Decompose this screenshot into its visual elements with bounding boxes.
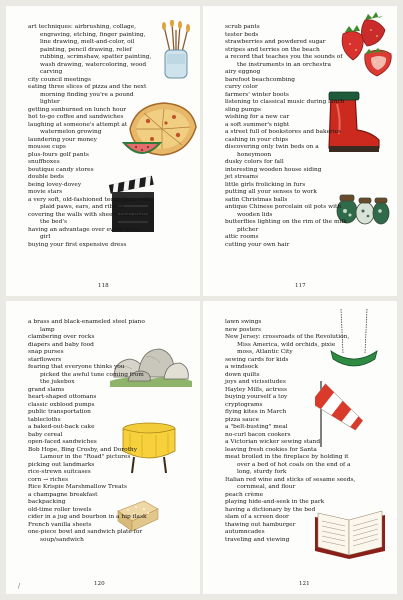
text-line: attic rooms: [225, 234, 259, 240]
text-line: joys and vicissitudes: [225, 379, 286, 385]
page-text: [225, 319, 355, 544]
text-line: cornmeal, and flour: [237, 484, 296, 490]
text-line: discovering only twin beds on a: [225, 144, 319, 150]
text-line: moss, Atlantic City: [237, 349, 293, 355]
text-line: peach crème: [225, 491, 264, 498]
text-line: hot to-go coffee and sandwiches: [28, 114, 124, 120]
text-line: Miss America, wild orchids, pixie: [237, 341, 336, 348]
text-line: down quilts: [225, 371, 260, 378]
text-line: wishing for a new car: [225, 114, 290, 120]
text-line: clambering over rocks: [28, 334, 95, 340]
brushes-in-jar-icon: [156, 20, 196, 82]
text-line: cutting your own hair: [225, 241, 290, 248]
corner-mark: /: [18, 583, 21, 590]
text-line: strawberries and powdered sugar: [225, 39, 326, 45]
text-line: antique Chinese porcelain oil pots with: [225, 204, 342, 210]
text-line: New Jersey: crossroads of the Revolution,: [225, 334, 350, 340]
page-number: 118: [98, 283, 109, 289]
text-line: baby cereal: [28, 431, 63, 438]
text-line: interesting wooden house siding: [225, 166, 322, 173]
text-line: Lamour in the "Road" pictures: [40, 454, 131, 460]
text-line: scrub pants: [225, 24, 260, 30]
text-line: autumncades: [225, 529, 265, 535]
text-line: satin Christmas balls: [225, 196, 288, 203]
text-line: classic oxblood pumps: [28, 401, 95, 408]
text-line: French vanilla sheets: [28, 521, 92, 528]
text-line: lamp: [40, 326, 55, 333]
page-number: 117: [295, 283, 306, 289]
text-line: tester beds: [225, 31, 259, 38]
text-line: cider in a jug and bourbon in a hip flask: [28, 514, 147, 520]
text-line: heart-shaped ottomans: [28, 394, 97, 400]
text-line: buying yourself a toy: [225, 394, 288, 400]
text-line: Bob Hope, Bing Crosby, and Dorothy: [28, 446, 138, 453]
text-line: pizza sauce: [225, 416, 260, 423]
text-line: listening to classical music during lunch: [225, 99, 345, 105]
text-line: carving: [40, 69, 63, 75]
text-line: a soft summer's night: [225, 121, 290, 128]
page-text: [28, 319, 147, 544]
text-line: girl: [40, 234, 51, 240]
text-line: jet streams: [225, 174, 259, 180]
text-line: diapers and baby food: [28, 341, 94, 348]
text-line: a very soft, old-fashioned teddy bear with: [28, 196, 152, 203]
text-line: plus-fours golf pants: [28, 151, 89, 158]
text-line: snap purses: [28, 349, 64, 355]
text-line: engraving, etching, finger painting,: [40, 31, 146, 38]
text-line: Hayley Mills, actress: [225, 386, 288, 393]
text-line: line drawing, melt-and-color, oil: [40, 39, 135, 45]
text-line: stripes and terries on the beach: [225, 46, 320, 53]
text-line: painting, pencil drawing, relief: [40, 46, 132, 53]
text-line: curry color: [225, 84, 258, 90]
text-line: rice-strewn suitcases: [28, 469, 91, 475]
text-line: having an advantage over every other: [28, 226, 141, 233]
text-line: pitcher: [237, 226, 259, 233]
text-line: little girls frolicking in furs: [225, 181, 306, 188]
text-line: farmers' winter boots: [225, 91, 289, 98]
page-text: [225, 24, 347, 249]
page-number: 121: [299, 581, 310, 587]
text-line: a windsock: [225, 364, 259, 370]
text-line: fearing that everyone thinks you: [28, 364, 125, 370]
text-line: wooden lids: [237, 211, 273, 218]
text-line: Italian red wine and sticks of sesame seeds,: [225, 476, 356, 483]
text-line: art techniques: airbrushing, collage,: [28, 24, 137, 30]
text-line: airy eggnog: [225, 69, 261, 75]
text-line: covering the walls with sheets that match: [28, 211, 153, 218]
text-line: cashing in your chips: [225, 136, 289, 143]
text-line: meat broiled in the fireplace by holding it: [225, 454, 349, 460]
text-line: open-faced sandwiches: [28, 439, 97, 445]
text-line: barefoot beachcombing: [225, 76, 296, 83]
text-line: city council meetings: [28, 76, 92, 83]
text-line: corn → riches: [28, 476, 69, 483]
text-line: old-time roller towels: [28, 506, 92, 513]
text-line: mousse cups: [28, 144, 66, 150]
text-line: one-piece bowl and sandwich plate for: [28, 529, 143, 535]
text-line: a baked-out-back cake: [28, 424, 95, 430]
text-line: no-curl bacon cookers: [225, 431, 291, 438]
text-line: buying your first expensive dress: [28, 241, 127, 248]
page-118: [6, 6, 200, 296]
text-line: a brass and black-enameled steel piano: [28, 319, 145, 325]
text-line: movie stars: [28, 189, 63, 195]
text-line: picking out landmarks: [28, 461, 95, 468]
page-text: [28, 24, 152, 249]
text-line: backpacking: [28, 499, 66, 505]
text-line: a champagne breakfast: [28, 491, 98, 498]
text-line: flying kites in March: [225, 409, 287, 415]
text-line: laughing at someone's attempt at: [28, 121, 128, 128]
text-line: rubbing, scrimshaw, spatter painting,: [40, 54, 152, 60]
text-line: long, sturdy fork: [237, 469, 287, 475]
text-line: Rice Krispie Marshmallow Treats: [28, 484, 127, 490]
text-line: eating three slices of pizza and the next: [28, 84, 147, 90]
text-line: plaid paws, ears, and ribbon: [40, 204, 125, 210]
text-line: watermelon growing: [40, 129, 102, 135]
text-line: lighter: [40, 99, 60, 105]
text-line: picked the awful tune coming from: [40, 371, 144, 378]
text-line: butterflies lighting on the rim of the milk: [225, 219, 347, 225]
text-line: the instruments in an orchestra: [237, 61, 331, 68]
text-line: laundering your money: [28, 136, 97, 143]
text-line: a "belt-busting" meal: [225, 424, 288, 430]
text-line: dusky colors for fall: [225, 159, 284, 165]
page-121: [203, 301, 397, 594]
text-line: a street full of bookstores and bakeries: [225, 129, 342, 135]
text-line: honeymoon: [237, 151, 272, 158]
text-line: sewing cards for kids: [225, 356, 289, 363]
text-line: the bed's: [40, 219, 67, 225]
text-line: public transportation: [28, 409, 91, 415]
text-line: boutique candy stores: [28, 166, 94, 173]
text-line: getting sunburned on lunch hour: [28, 106, 127, 113]
text-line: traveling and viewing: [225, 536, 290, 543]
text-line: sling pumps: [225, 106, 261, 113]
text-line: over a bed of hot coals on the end of a: [237, 461, 351, 468]
page-117: [203, 6, 397, 296]
text-line: leaving fresh cookies for Santa: [225, 446, 317, 453]
text-line: a record that teaches you the sounds of: [225, 54, 343, 60]
page-120: [6, 301, 200, 594]
text-line: slam of a screen door: [225, 514, 289, 520]
text-line: wash drawing, watercoloring, wood: [40, 61, 147, 68]
text-line: morning finding you're a pound: [40, 91, 134, 98]
text-line: putting all your senses to work: [225, 189, 317, 195]
text-line: cryptograms: [225, 401, 263, 408]
text-line: a Victorian wicker sewing stand: [225, 439, 321, 445]
text-line: playing hide-and-seek in the park: [225, 499, 325, 505]
page-number: 120: [94, 581, 105, 587]
text-line: grand slams: [28, 386, 65, 393]
text-line: lawn swings: [225, 319, 262, 325]
text-line: soup/sandwich: [40, 536, 84, 543]
text-line: new posters: [225, 326, 261, 333]
text-line: being lovey-dovey: [28, 181, 82, 188]
text-line: thawing out hamburger: [225, 521, 296, 528]
text-line: double beds: [28, 174, 64, 180]
text-line: having a dictionary by the bed: [225, 506, 316, 513]
text-line: tablecloths: [28, 416, 61, 423]
text-line: the jukebox: [40, 379, 75, 385]
text-line: starflowers: [28, 356, 62, 363]
text-line: snuffboxes: [28, 159, 60, 165]
